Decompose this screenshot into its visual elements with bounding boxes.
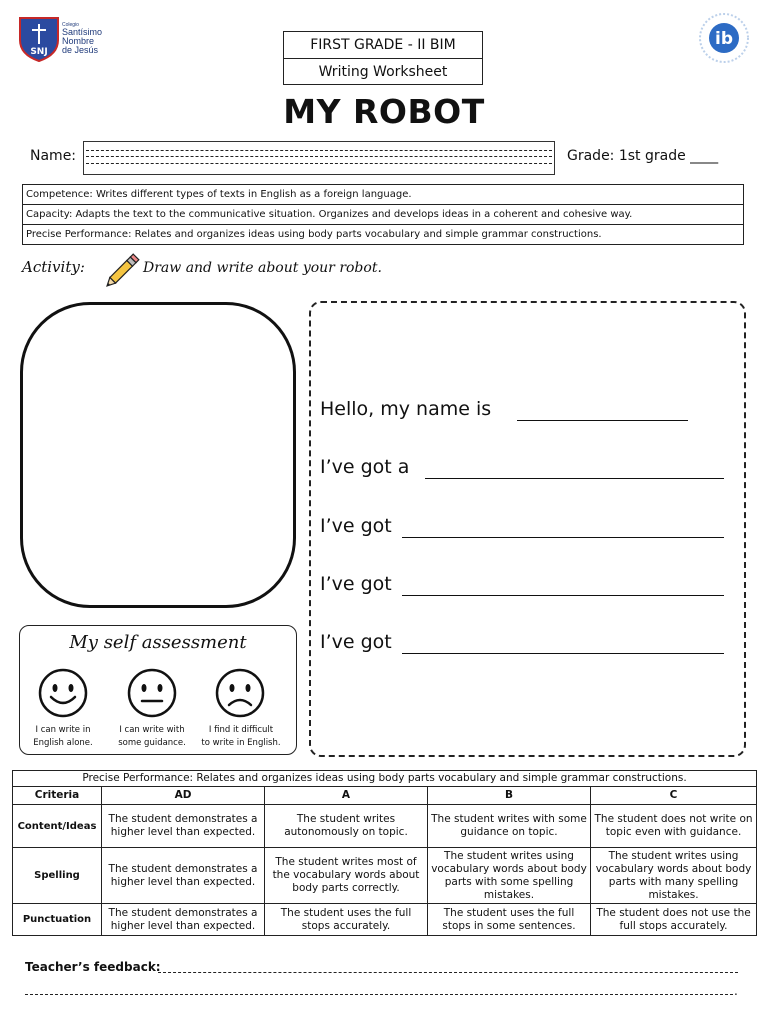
worksheet-type-label: Writing Worksheet [284, 58, 482, 85]
feedback-end-mark: . [734, 984, 738, 998]
rubric-cell: The student writes autonomously on topic. [265, 805, 428, 848]
self-assessment-option-label: I can write with some guidance. [118, 725, 186, 748]
rubric-title: Precise Performance: Relates and organizes ideas using body parts vocabulary and simple grammar constructions. [13, 771, 757, 787]
writing-prompt: I’ve got [320, 573, 392, 595]
rubric-cell: The student uses the full stops in some sentences. [428, 904, 591, 936]
rubric-header-ad: AD [102, 787, 265, 805]
rubric-table [12, 770, 757, 936]
competence-row: Competence: Writes different types of texts in English as a foreign language. [26, 189, 412, 200]
writing-prompt: I’ve got [320, 631, 392, 653]
self-assessment-option-label: I find it difficult to write in English. [201, 725, 281, 748]
self-assessment-option-label: I can write in English alone. [33, 725, 93, 748]
rubric-header-criteria: Criteria [13, 787, 102, 805]
robot-drawing-area[interactable] [20, 302, 296, 608]
rubric-cell: The student writes most of the vocabulary words about body parts correctly. [265, 848, 428, 904]
page-title: MY ROBOT [283, 92, 485, 131]
sad-face-icon[interactable] [214, 667, 266, 719]
name-field[interactable] [83, 141, 555, 175]
writing-prompt: Hello, my name is [320, 398, 492, 420]
happy-face-icon[interactable] [37, 667, 89, 719]
answer-blank[interactable] [402, 595, 724, 596]
rubric-cell: The student demonstrates a higher level than expected. [102, 848, 265, 904]
rubric-cell: The student writes using vocabulary words about body parts with many spelling mistakes. [591, 848, 757, 904]
answer-blank[interactable] [402, 537, 724, 538]
name-label: Name: [30, 148, 77, 164]
capacity-row: Capacity: Adapts the text to the communicative situation. Organizes and develops ideas in a coherent and cohesive way. [23, 204, 743, 224]
feedback-line[interactable] [25, 994, 733, 995]
competence-table [22, 184, 744, 245]
ib-world-school-logo [698, 12, 750, 64]
logo-abbrev: SNJ [30, 47, 48, 57]
school-shield-logo [18, 16, 60, 62]
table-row [13, 904, 757, 936]
feedback-line[interactable] [158, 972, 738, 973]
precise-performance-row: Precise Performance: Relates and organizes ideas using body parts vocabulary and simple grammar constructions. [23, 224, 743, 244]
rubric-header-a: A [265, 787, 428, 805]
rubric-cell: The student uses the full stops accurately. [265, 904, 428, 936]
school-name: Colegio Santísimo Nombre de Jesús [62, 22, 103, 55]
rubric-header-c: C [591, 787, 757, 805]
activity-label: Activity: [22, 258, 85, 276]
rubric-cell: The student writes with some guidance on topic. [428, 805, 591, 848]
neutral-face-icon[interactable] [126, 667, 178, 719]
rubric-header-b: B [428, 787, 591, 805]
rubric-cell: The student demonstrates a higher level than expected. [102, 904, 265, 936]
grade-label: Grade: 1st grade ____ [567, 148, 719, 164]
pencil-icon [104, 249, 144, 289]
worksheet-header-box [283, 31, 483, 85]
rubric-cell: The student writes using vocabulary words about body parts with some spelling mistakes. [428, 848, 591, 904]
answer-blank[interactable] [517, 420, 688, 421]
activity-instruction: Draw and write about your robot. [143, 260, 382, 276]
rubric-criteria: Content/Ideas [13, 805, 102, 848]
grade-bimester-label: FIRST GRADE - II BIM [310, 37, 456, 53]
svg-text:ib: ib [715, 29, 733, 49]
table-row [13, 848, 757, 904]
rubric-criteria: Punctuation [13, 904, 102, 936]
teacher-feedback-label: Teacher’s feedback: [25, 960, 161, 974]
table-row [13, 805, 757, 848]
rubric-cell: The student does not write on topic even with guidance. [591, 805, 757, 848]
writing-prompt: I’ve got [320, 515, 392, 537]
self-assessment-title: My self assessment [69, 632, 247, 653]
answer-blank[interactable] [402, 653, 724, 654]
rubric-cell: The student does not use the full stops accurately. [591, 904, 757, 936]
answer-blank[interactable] [425, 478, 724, 479]
writing-prompt: I’ve got a [320, 456, 410, 478]
rubric-cell: The student demonstrates a higher level than expected. [102, 805, 265, 848]
rubric-criteria: Spelling [13, 848, 102, 904]
